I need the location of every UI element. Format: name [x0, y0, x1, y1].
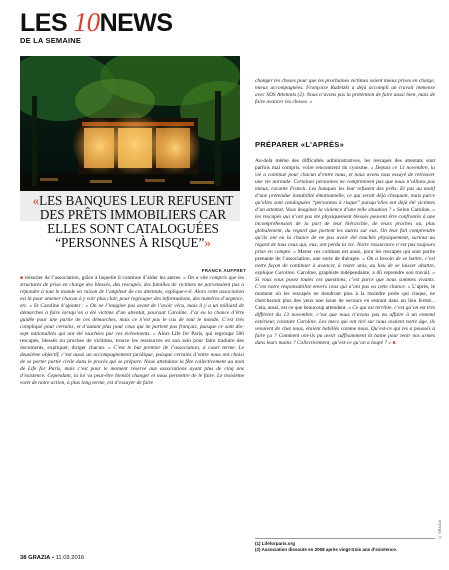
photo-credit: FRANCK AUFFRET — [201, 268, 246, 273]
right-paragraph-5: L’après, le moment où les rescapés ne tiendront plus à la moindre porte qui claque, ne chercheront plus des yeux une issue de secours en entrant dans un lieu fermé... Cela, aussi, est ce que beaucoup attendent. — [255, 284, 435, 311]
masthead-title — [20, 8, 220, 37]
left-paragraph-3: Alors Life for Paris, qui regroupe 506 rescapés, blessés ou proches de victimes, trouve les ressources en son sein pour faire traduire des documents, expliquer, diriger chacun. — [20, 331, 244, 351]
footnote-2: (2) Association dissoute en 2008 après vingt-trois ans d’existence. — [255, 547, 398, 552]
right-quote-5: « Ce qui est terrible, c’est qu’on est très différent du 13 novembre, c’est que nous n’avons pas eu affaire à un ennemi extérieur, constate Caroline. Les mecs qui ont tiré sur nous avaient notre âge, ils venaient de chez nous, étaient habillés comme nous. Qu’est-ce qui les a poussés à faire ça ? Comment ont-ils pu avoir suffisamment la haine pour tenir nos armes dans leurs mains ? Collectivement, qu’est-ce qu’on a loupé ? » — [255, 305, 436, 346]
left-quote-2: « On ne l’imagine pas avant de l’avoir vécu, mais il y a un milliard de démarches à faire lorsqu’on a été victime d’un attentat, poursuit Caroline. J’ai eu la chance d’être guidée pour une partie de ces démarches, mais ce n’est pas le cas de tout le monde. C’est très compliqué pour certains, et d’autant plus pour ceux qui ne parlent pas français, puisque ce sont dix-sept nationalités qui ont été touchées par ces événements. » — [20, 303, 244, 337]
right-paragraph-2: Selon Caroline, — [397, 207, 431, 213]
right-paragraph-3: Mener ces combats est aussi, pour les rescapés qui sont partie prenante de l’association, une sorte de thérapie. — [255, 249, 436, 262]
masthead-subtitle: DE LA SEMAINE — [20, 36, 82, 45]
right-quote-3: « On a besoin de se battre, c’est notre façon de continuer à avancer, à rester unis, au lieu de se laisser abattre, explique Caroline. — [255, 256, 435, 276]
masthead — [20, 8, 220, 48]
side-credit: © GRAZIA — [438, 520, 442, 540]
issue-date: • 11.03.2016 — [51, 555, 85, 561]
left-paragraph-1: trésorier de l’association, grâce à laquelle il continue d’aider les autres. — [25, 275, 182, 281]
quote-close-mark: » — [204, 235, 211, 250]
right-column-continuation: changer les choses pour que les prochaines victimes soient mieux prises en charge, mieux accompagnées. Françoise Rudetzki a déjà accompli un travail immense avec SOS Attentats (2). Nous n’avons pas la prétention de faire aussi bien, mais de faire avancer les choses. » — [255, 78, 435, 105]
footnotes — [255, 538, 435, 553]
article-start-bullet: ■ — [20, 276, 24, 281]
left-paragraph-2: Et Caroline d’ajouter : — [33, 303, 84, 309]
section-heading: PRÉPARER «L’APRÈS» — [255, 140, 345, 149]
magazine-name: GRAZIA — [28, 555, 51, 561]
quote-open-mark: « — [32, 193, 40, 208]
pull-quote-text — [25, 194, 241, 250]
masthead-number: 10 — [73, 7, 100, 37]
left-quote-3: « C’est le but premier de l’association, à court terme. Le deuxième objectif, c’est aussi un accompagnement juridique, puisque certains d’entre nous ont choisi de se porter partie civile dans le procès qui se prépare. Nous attendons la fête collectivement au nom de Life for Paris, mais c’est pour le moment réservé aux associations ayant plus de cinq ans d’existence. Cependant, la loi va peut-être bientôt changer et nous permettre de le faire. Le troisième volet de notre action, à plus long terme, est d’essayer de faire — [20, 345, 244, 386]
right-quote-4: « Si vous vous posez toutes ces questions, c’est parce que nous sommes vivants. C’est notre responsabilité envers ceux qui n’ont pas eu cette chance. » — [255, 270, 435, 290]
left-quote-1: « On a vite compris que les structures de prise en charge des blessés, des rescapés, des familles de victimes ne parvenaient pas à répondre à tout le monde en raison de l’ampleur de ces attentats, explique-t-il. Alors cette association est là pour amener chacun à y voir plus clair, pour regrouper des informations, des numéros d’urgence, etc. » — [20, 275, 244, 309]
right-quote-1: « Depuis ce 13 novembre, la vie a continué pour chacun d’entre nous, et nous avons tous essayé de retrouver une vie normale. Certaines personnes ne comprennent pas que nous n’allions pas mieux, raconte Franck. Les banques les leur refusent des prêts. Et pas au motif d’une prétendue instabilité émotionnelle, ce qui serait déjà choquant, mais parce qu’elles sont cataloguées “personnes à risque” puisqu’elles ont déjà été victimes d’un attentat. Vous imaginez la violence d’une telle situation ? » — [255, 165, 435, 213]
left-column — [20, 275, 244, 387]
page-number: 38 — [20, 555, 27, 561]
right-quote-2: « les rescapés qui n’ont pas été physiquement blessés peuvent être confrontés à une incompréhension de la part de leur hiérarchie, de leurs proches ou, plus globalement, du regard que portent les autres sur eux. On leur fait comprendre qu’ils ont eu la chance de ne pas avoir été touchés physiquement, surtout au regard de tous ceux qui, eux, ont perdu la vie. Notre rassurance n’est pas toujours prise en compte. » — [255, 207, 435, 255]
masthead-prefix: LES — [20, 9, 74, 37]
masthead-word: NEWS — [99, 9, 173, 37]
footnote-1: (1) Lifeforparis.org — [255, 541, 296, 546]
right-paragraph-4: Caroline, graphiste indépendante, a dû reprendre son travail. — [297, 270, 431, 276]
right-column — [255, 158, 435, 347]
article-end-bullet: ■ — [392, 341, 396, 346]
pull-quote-body: LES BANQUES LEUR REFUSENT DES PRÊTS IMMOBILIERS CAR ELLES SONT CATALOGUÉES “PERSONNES À RISQUE” — [39, 193, 234, 250]
page-folio — [20, 555, 84, 561]
right-paragraph-1: Au-delà même des difficultés administratives, les rescapés des attentats sont parfois mal compris, voire rencontrent du cynisme. — [255, 158, 435, 171]
pull-quote — [20, 191, 246, 265]
